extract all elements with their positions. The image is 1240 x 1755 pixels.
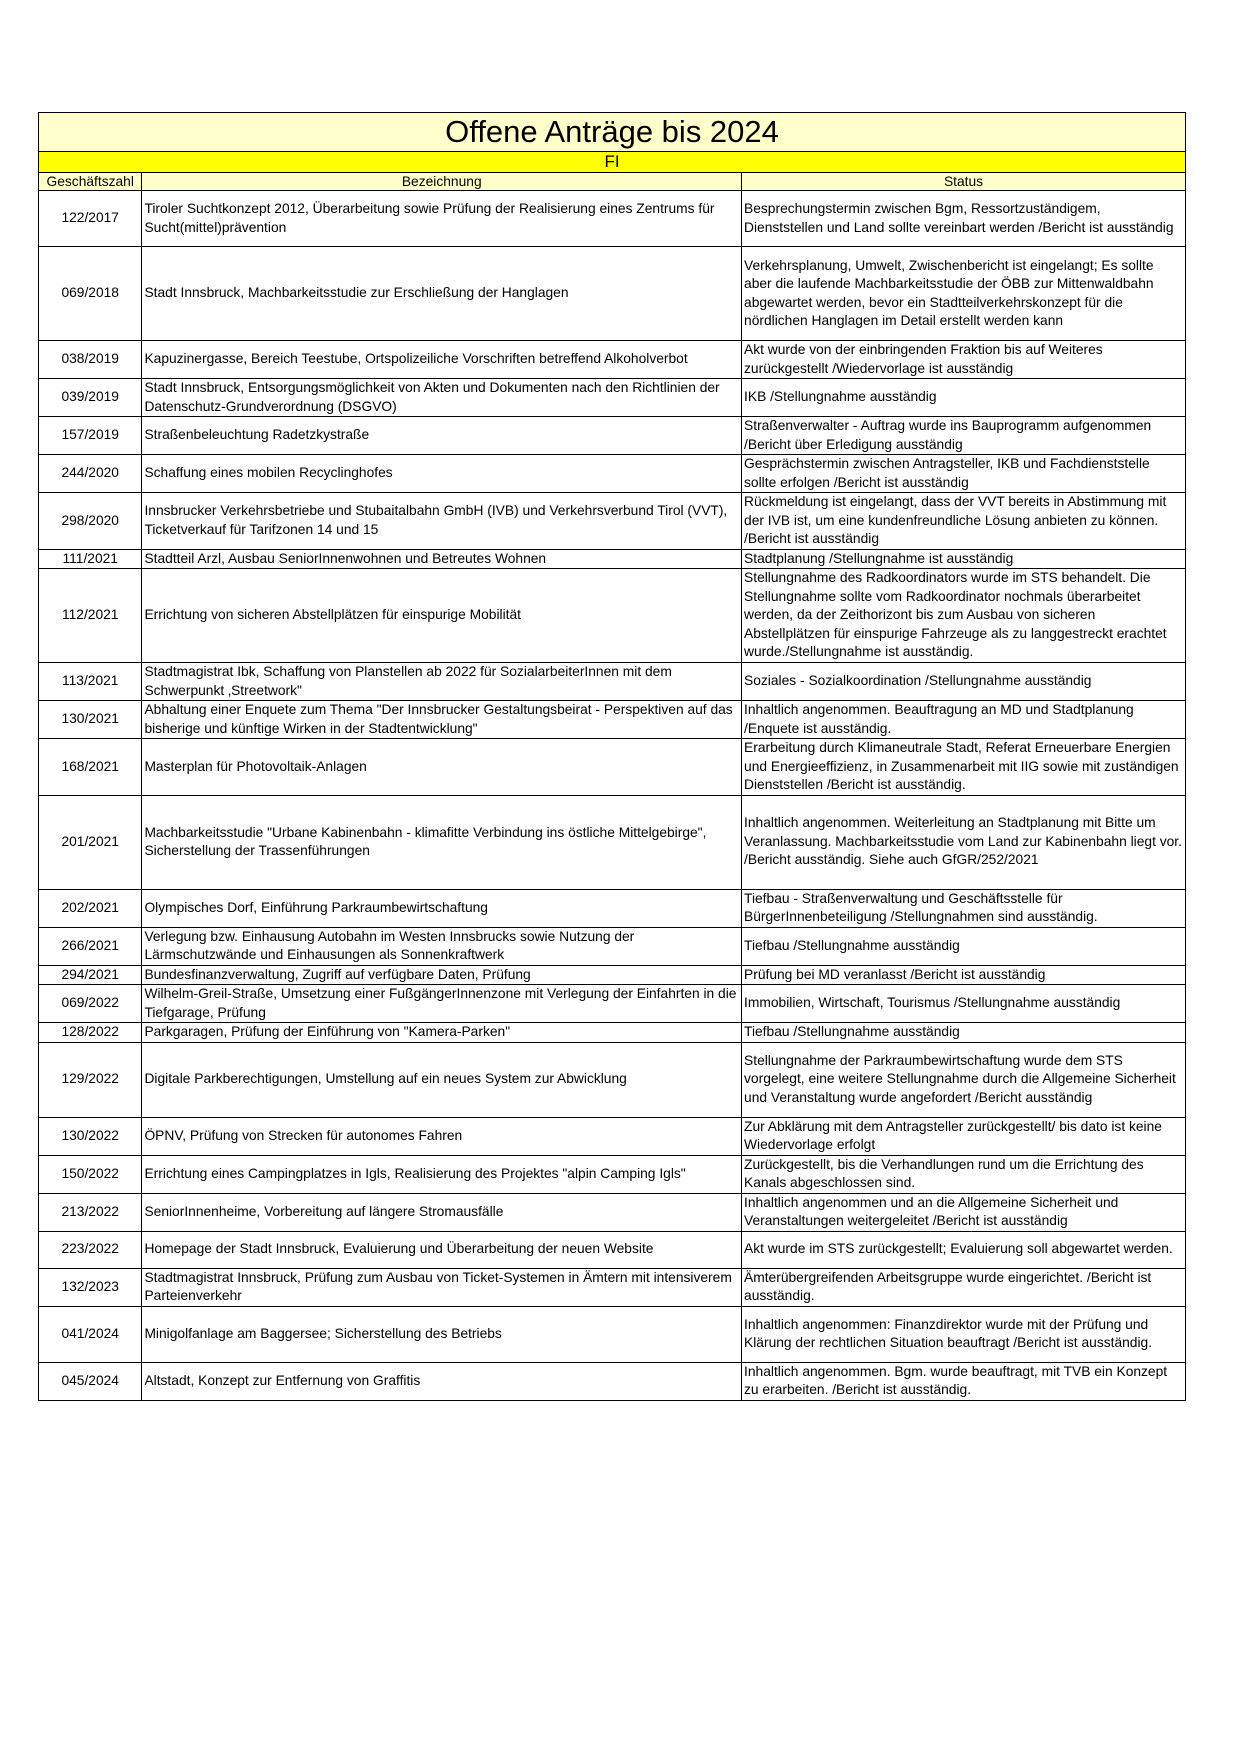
bezeichnung-cell: Straßenbeleuchtung Radetzkystraße: [142, 417, 742, 455]
table-row: [39, 1362, 1186, 1400]
geschaeftszahl-cell: 201/2021: [39, 795, 142, 889]
geschaeftszahl-cell: 157/2019: [39, 417, 142, 455]
table-row: [39, 965, 1186, 985]
header-row: [39, 173, 1186, 191]
bezeichnung-cell: Digitale Parkberechtigungen, Umstellung auf ein neues System zur Abwicklung: [142, 1042, 742, 1117]
page-title: Offene Anträge bis 2024: [39, 113, 1186, 152]
antraege-sheet: [38, 112, 1186, 1401]
table-row: [39, 1042, 1186, 1117]
table-row: [39, 1306, 1186, 1362]
geschaeftszahl-cell: 113/2021: [39, 663, 142, 701]
geschaeftszahl-cell: 041/2024: [39, 1306, 142, 1362]
status-cell: Ämterübergreifenden Arbeitsgruppe wurde eingerichtet. /Bericht ist ausständig.: [742, 1268, 1186, 1306]
status-cell: Straßenverwalter - Auftrag wurde ins Bauprogramm aufgenommen /Bericht über Erledigung ausständig: [742, 417, 1186, 455]
bezeichnung-cell: Olympisches Dorf, Einführung Parkraumbewirtschaftung: [142, 889, 742, 927]
bezeichnung-cell: Parkgaragen, Prüfung der Einführung von "Kamera-Parken": [142, 1023, 742, 1043]
geschaeftszahl-cell: 294/2021: [39, 965, 142, 985]
status-cell: Zurückgestellt, bis die Verhandlungen rund um die Errichtung des Kanals abgeschlossen sind.: [742, 1155, 1186, 1193]
status-cell: Inhaltlich angenommen: Finanzdirektor wurde mit der Prüfung und Klärung der rechtlichen Situation beauftragt /Bericht ist ausständig.: [742, 1306, 1186, 1362]
status-cell: Soziales - Sozialkoordination /Stellungnahme ausständig: [742, 663, 1186, 701]
title-row: [39, 113, 1186, 152]
table-row: [39, 1193, 1186, 1231]
bezeichnung-cell: Stadtteil Arzl, Ausbau SeniorInnenwohnen und Betreutes Wohnen: [142, 549, 742, 569]
bezeichnung-cell: SeniorInnenheime, Vorbereitung auf längere Stromausfälle: [142, 1193, 742, 1231]
bezeichnung-cell: Homepage der Stadt Innsbruck, Evaluierung und Überarbeitung der neuen Website: [142, 1231, 742, 1268]
geschaeftszahl-cell: 202/2021: [39, 889, 142, 927]
table-row: [39, 889, 1186, 927]
table-row: [39, 663, 1186, 701]
geschaeftszahl-cell: 122/2017: [39, 191, 142, 247]
table-row: [39, 549, 1186, 569]
header-status: Status: [742, 173, 1186, 191]
status-cell: Gesprächstermin zwischen Antragsteller, IKB und Fachdienststelle sollte erfolgen /Bericht ist ausständig: [742, 455, 1186, 493]
status-cell: Besprechungstermin zwischen Bgm, Ressortzuständigem, Dienststellen und Land sollte vereinbart werden /Bericht ist ausständig: [742, 191, 1186, 247]
status-cell: Verkehrsplanung, Umwelt, Zwischenbericht ist eingelangt; Es sollte aber die laufende Machbarkeitsstudie der ÖBB zur Mittenwaldbahn abgewartet werden, bevor ein Stadtteilverkehrskonzept für die nördlichen Hanglagen im Detail erstellt werden kann: [742, 247, 1186, 341]
bezeichnung-cell: ÖPNV, Prüfung von Strecken für autonomes Fahren: [142, 1117, 742, 1155]
status-cell: Prüfung bei MD veranlasst /Bericht ist ausständig: [742, 965, 1186, 985]
geschaeftszahl-cell: 038/2019: [39, 341, 142, 379]
status-cell: Inhaltlich angenommen. Bgm. wurde beauftragt, mit TVB ein Konzept zu erarbeiten. /Bericht ist ausständig.: [742, 1362, 1186, 1400]
bezeichnung-cell: Innsbrucker Verkehrsbetriebe und Stubaitalbahn GmbH (IVB) und Verkehrsverbund Tirol (VVT), Ticketverkauf für Tarifzonen 14 und 15: [142, 493, 742, 550]
status-cell: Tiefbau /Stellungnahme ausständig: [742, 927, 1186, 965]
bezeichnung-cell: Errichtung eines Campingplatzes in Igls, Realisierung des Projektes "alpin Camping Igls": [142, 1155, 742, 1193]
status-cell: Inhaltlich angenommen. Weiterleitung an Stadtplanung mit Bitte um Veranlassung. Machbarkeitsstudie vom Land zur Kabinenbahn liegt vor. /Bericht ausständig. Siehe auch GfGR/252/2021: [742, 795, 1186, 889]
table-row: [39, 493, 1186, 550]
status-cell: Zur Abklärung mit dem Antragsteller zurückgestellt/ bis dato ist keine Wiedervorlage erfolgt: [742, 1117, 1186, 1155]
table-row: [39, 701, 1186, 739]
status-cell: Stadtplanung /Stellungnahme ist ausständig: [742, 549, 1186, 569]
status-cell: Inhaltlich angenommen und an die Allgemeine Sicherheit und Veranstaltungen weitergeleitet /Bericht ist ausständig: [742, 1193, 1186, 1231]
status-cell: Immobilien, Wirtschaft, Tourismus /Stellungnahme ausständig: [742, 985, 1186, 1023]
bezeichnung-cell: Bundesfinanzverwaltung, Zugriff auf verfügbare Daten, Prüfung: [142, 965, 742, 985]
geschaeftszahl-cell: 168/2021: [39, 739, 142, 796]
bezeichnung-cell: Verlegung bzw. Einhausung Autobahn im Westen Innsbrucks sowie Nutzung der Lärmschutzwände und Einhausungen als Sonnenkraftwerk: [142, 927, 742, 965]
geschaeftszahl-cell: 150/2022: [39, 1155, 142, 1193]
geschaeftszahl-cell: 223/2022: [39, 1231, 142, 1268]
bezeichnung-cell: Minigolfanlage am Baggersee; Sicherstellung des Betriebs: [142, 1306, 742, 1362]
table-row: [39, 1023, 1186, 1043]
status-cell: Akt wurde im STS zurückgestellt; Evaluierung soll abgewartet werden.: [742, 1231, 1186, 1268]
status-cell: Stellungnahme des Radkoordinators wurde im STS behandelt. Die Stellungnahme sollte vom Radkoordinator nochmals überarbeitet werden, da der Zeithorizont bis zum Ausbau von sicheren Abstellplätzen für einspurige Fahrzeuge als zu langgestreckt erachtet wurde./Stellungnahme ist ausständig.: [742, 569, 1186, 663]
bezeichnung-cell: Masterplan für Photovoltaik-Anlagen: [142, 739, 742, 796]
geschaeftszahl-cell: 130/2022: [39, 1117, 142, 1155]
fraction-label: FI: [39, 152, 1186, 173]
geschaeftszahl-cell: 039/2019: [39, 379, 142, 417]
geschaeftszahl-cell: 111/2021: [39, 549, 142, 569]
bezeichnung-cell: Machbarkeitsstudie "Urbane Kabinenbahn - klimafitte Verbindung ins östliche Mittelgebirge", Sicherstellung der Trassenführungen: [142, 795, 742, 889]
status-cell: Tiefbau - Straßenverwaltung und Geschäftsstelle für BürgerInnenbeteiligung /Stellungnahmen sind ausständig.: [742, 889, 1186, 927]
status-cell: IKB /Stellungnahme ausständig: [742, 379, 1186, 417]
geschaeftszahl-cell: 132/2023: [39, 1268, 142, 1306]
table-row: [39, 247, 1186, 341]
table-row: [39, 417, 1186, 455]
geschaeftszahl-cell: 298/2020: [39, 493, 142, 550]
bezeichnung-cell: Errichtung von sicheren Abstellplätzen für einspurige Mobilität: [142, 569, 742, 663]
antraege-table: [38, 112, 1186, 1401]
geschaeftszahl-cell: 128/2022: [39, 1023, 142, 1043]
bezeichnung-cell: Stadtmagistrat Ibk, Schaffung von Planstellen ab 2022 für SozialarbeiterInnen mit dem Schwerpunkt ‚Streetwork": [142, 663, 742, 701]
bezeichnung-cell: Kapuzinergasse, Bereich Teestube, Ortspolizeiliche Vorschriften betreffend Alkoholverbot: [142, 341, 742, 379]
geschaeftszahl-cell: 130/2021: [39, 701, 142, 739]
bezeichnung-cell: Abhaltung einer Enquete zum Thema "Der Innsbrucker Gestaltungsbeirat - Perspektiven auf das bisherige und künftige Wirken in der Stadtentwicklung": [142, 701, 742, 739]
geschaeftszahl-cell: 045/2024: [39, 1362, 142, 1400]
status-cell: Inhaltlich angenommen. Beauftragung an MD und Stadtplanung /Enquete ist ausständig.: [742, 701, 1186, 739]
status-cell: Akt wurde von der einbringenden Fraktion bis auf Weiteres zurückgestellt /Wiedervorlage ist ausständig: [742, 341, 1186, 379]
table-row: [39, 569, 1186, 663]
status-cell: Tiefbau /Stellungnahme ausständig: [742, 1023, 1186, 1043]
bezeichnung-cell: Stadtmagistrat Innsbruck, Prüfung zum Ausbau von Ticket-Systemen in Ämtern mit intensiverem Parteienverkehr: [142, 1268, 742, 1306]
status-cell: Stellungnahme der Parkraumbewirtschaftung wurde dem STS vorgelegt, eine weitere Stellungnahme durch die Allgemeine Sicherheit und Veranstaltung wurde angefordert /Bericht ausständig: [742, 1042, 1186, 1117]
status-cell: Erarbeitung durch Klimaneutrale Stadt, Referat Erneuerbare Energien und Energieeffizienz, in Zusammenarbeit mit IIG sowie mit zuständigen Dienststellen /Bericht ist ausständig.: [742, 739, 1186, 796]
bezeichnung-cell: Wilhelm-Greil-Straße, Umsetzung einer FußgängerInnenzone mit Verlegung der Einfahrten in die Tiefgarage, Prüfung: [142, 985, 742, 1023]
geschaeftszahl-cell: 213/2022: [39, 1193, 142, 1231]
table-row: [39, 455, 1186, 493]
subtitle-row: [39, 152, 1186, 173]
bezeichnung-cell: Altstadt, Konzept zur Entfernung von Graffitis: [142, 1362, 742, 1400]
bezeichnung-cell: Tiroler Suchtkonzept 2012, Überarbeitung sowie Prüfung der Realisierung eines Zentrums für Sucht(mittel)prävention: [142, 191, 742, 247]
table-row: [39, 927, 1186, 965]
table-row: [39, 1231, 1186, 1268]
table-row: [39, 1155, 1186, 1193]
table-row: [39, 341, 1186, 379]
header-bezeichnung: Bezeichnung: [142, 173, 742, 191]
table-row: [39, 739, 1186, 796]
geschaeftszahl-cell: 069/2022: [39, 985, 142, 1023]
geschaeftszahl-cell: 129/2022: [39, 1042, 142, 1117]
geschaeftszahl-cell: 112/2021: [39, 569, 142, 663]
table-row: [39, 191, 1186, 247]
table-row: [39, 795, 1186, 889]
geschaeftszahl-cell: 244/2020: [39, 455, 142, 493]
bezeichnung-cell: Schaffung eines mobilen Recyclinghofes: [142, 455, 742, 493]
bezeichnung-cell: Stadt Innsbruck, Machbarkeitsstudie zur Erschließung der Hanglagen: [142, 247, 742, 341]
status-cell: Rückmeldung ist eingelangt, dass der VVT bereits in Abstimmung mit der IVB ist, um eine kundenfreundliche Lösung anbieten zu können. /Bericht ist ausständig: [742, 493, 1186, 550]
table-row: [39, 985, 1186, 1023]
geschaeftszahl-cell: 266/2021: [39, 927, 142, 965]
table-row: [39, 1117, 1186, 1155]
table-row: [39, 1268, 1186, 1306]
geschaeftszahl-cell: 069/2018: [39, 247, 142, 341]
header-geschaeftszahl: Geschäftszahl: [39, 173, 142, 191]
bezeichnung-cell: Stadt Innsbruck, Entsorgungsmöglichkeit von Akten und Dokumenten nach den Richtlinien der Datenschutz-Grundverordnung (DSGVO): [142, 379, 742, 417]
table-row: [39, 379, 1186, 417]
